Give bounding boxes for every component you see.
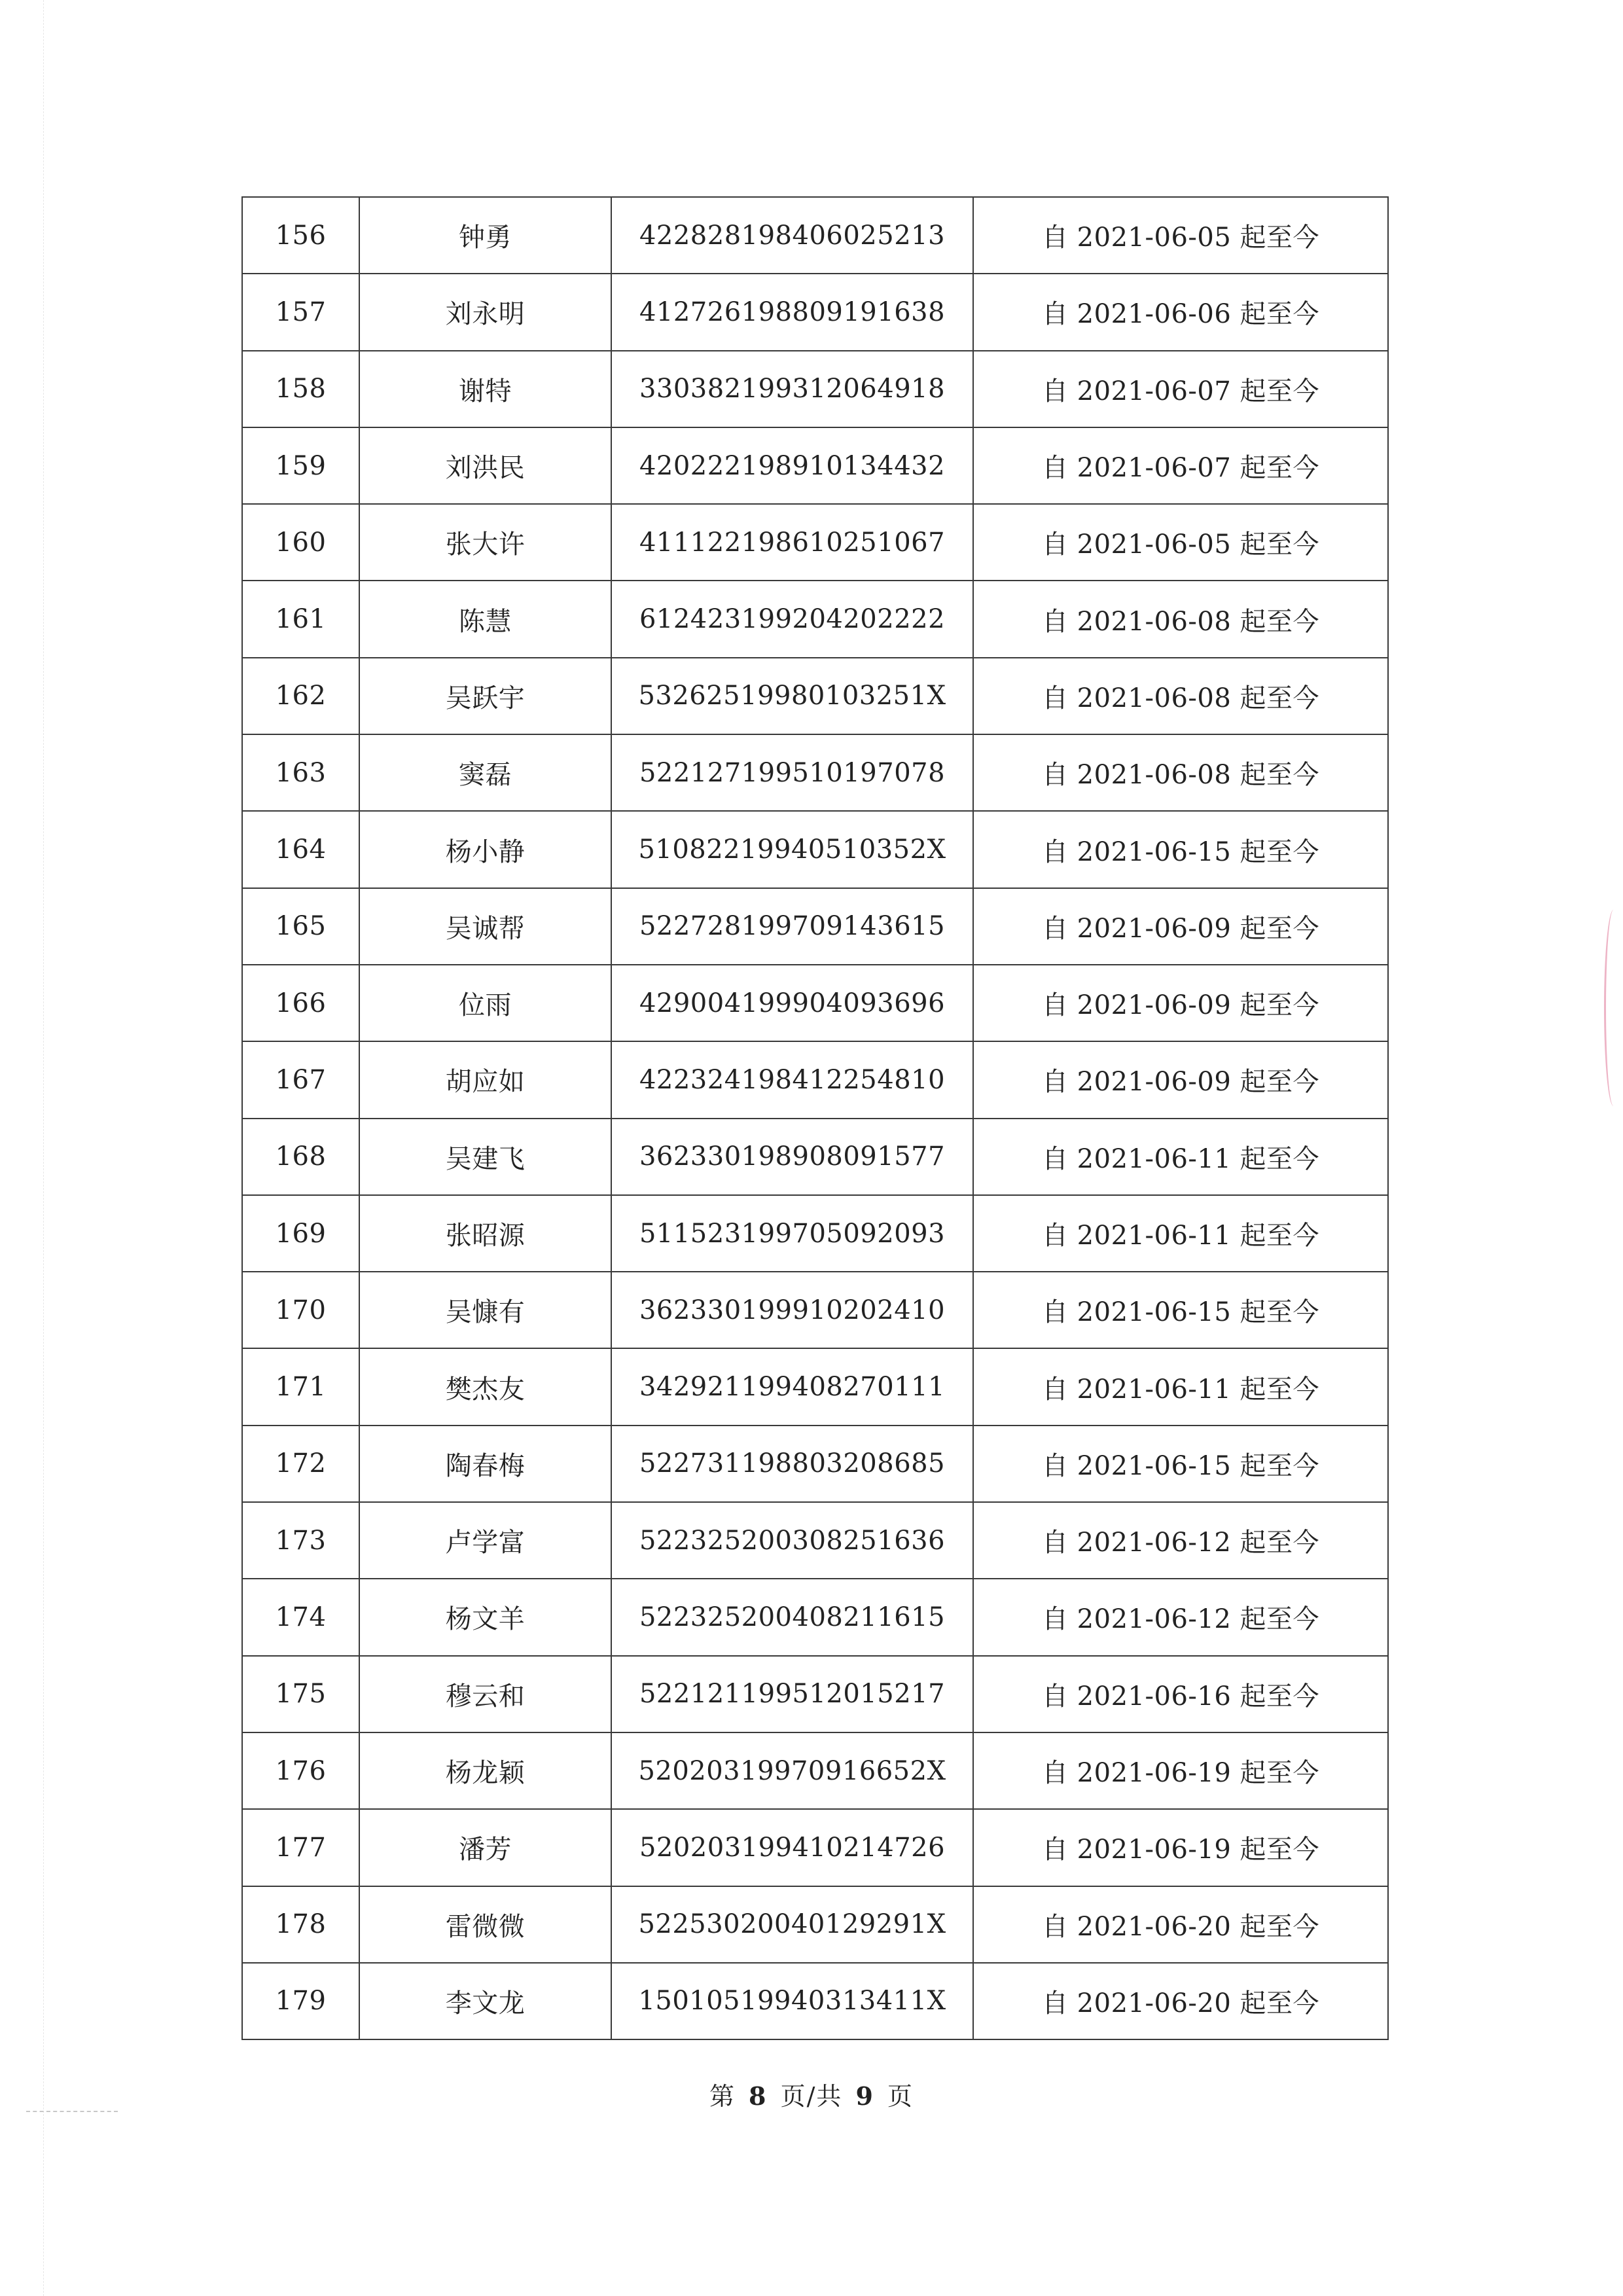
row-number-cell: 169	[242, 1195, 359, 1272]
id-number-cell: 411122198610251067	[611, 504, 973, 581]
row-number-cell: 165	[242, 888, 359, 965]
name-cell: 雷微微	[359, 1886, 611, 1963]
footer-current-page: 8	[749, 2081, 768, 2111]
roster-table-body	[242, 197, 1388, 2039]
row-number-cell: 156	[242, 197, 359, 274]
period-cell: 自 2021-06-19 起至今	[973, 1809, 1388, 1886]
page-number-footer	[0, 2076, 1623, 2112]
period-cell: 自 2021-06-20 起至今	[973, 1963, 1388, 2039]
name-cell: 吴建飞	[359, 1119, 611, 1195]
table-row	[242, 581, 1388, 657]
period-cell: 自 2021-06-07 起至今	[973, 351, 1388, 427]
id-number-cell: 511523199705092093	[611, 1195, 973, 1272]
period-cell: 自 2021-06-11 起至今	[973, 1195, 1388, 1272]
name-cell: 陶春梅	[359, 1426, 611, 1502]
id-number-cell: 422828198406025213	[611, 197, 973, 274]
row-number-cell: 171	[242, 1348, 359, 1425]
row-number-cell: 168	[242, 1119, 359, 1195]
table-row	[242, 1732, 1388, 1809]
name-cell: 陈慧	[359, 581, 611, 657]
id-number-cell: 330382199312064918	[611, 351, 973, 427]
name-cell: 位雨	[359, 965, 611, 1041]
name-cell: 潘芳	[359, 1809, 611, 1886]
row-number-cell: 167	[242, 1041, 359, 1118]
table-row	[242, 965, 1388, 1041]
period-cell: 自 2021-06-15 起至今	[973, 811, 1388, 888]
name-cell: 张昭源	[359, 1195, 611, 1272]
table-row	[242, 1119, 1388, 1195]
name-cell: 吴慷有	[359, 1272, 611, 1348]
row-number-cell: 177	[242, 1809, 359, 1886]
name-cell: 穆云和	[359, 1656, 611, 1732]
id-number-cell: 52020319970916652X	[611, 1732, 973, 1809]
row-number-cell: 159	[242, 427, 359, 504]
row-number-cell: 157	[242, 274, 359, 350]
row-number-cell: 166	[242, 965, 359, 1041]
id-number-cell: 522325200408211615	[611, 1579, 973, 1655]
table-row	[242, 427, 1388, 504]
id-number-cell: 522728199709143615	[611, 888, 973, 965]
period-cell: 自 2021-06-15 起至今	[973, 1426, 1388, 1502]
id-number-cell: 51082219940510352X	[611, 811, 973, 888]
table-row	[242, 1426, 1388, 1502]
id-number-cell: 15010519940313411X	[611, 1963, 973, 2039]
row-number-cell: 158	[242, 351, 359, 427]
name-cell: 刘永明	[359, 274, 611, 350]
row-number-cell: 164	[242, 811, 359, 888]
scan-binding-edge	[43, 0, 44, 2296]
period-cell: 自 2021-06-05 起至今	[973, 197, 1388, 274]
id-number-cell: 520203199410214726	[611, 1809, 973, 1886]
name-cell: 张大许	[359, 504, 611, 581]
table-row	[242, 658, 1388, 734]
name-cell: 钟勇	[359, 197, 611, 274]
period-cell: 自 2021-06-11 起至今	[973, 1348, 1388, 1425]
id-number-cell: 420222198910134432	[611, 427, 973, 504]
id-number-cell: 362330199910202410	[611, 1272, 973, 1348]
period-cell: 自 2021-06-15 起至今	[973, 1272, 1388, 1348]
row-number-cell: 178	[242, 1886, 359, 1963]
footer-suffix: 页	[887, 2082, 914, 2111]
period-cell: 自 2021-06-09 起至今	[973, 965, 1388, 1041]
period-cell: 自 2021-06-12 起至今	[973, 1502, 1388, 1579]
id-number-cell: 52253020040129291X	[611, 1886, 973, 1963]
table-row	[242, 1041, 1388, 1118]
table-row	[242, 274, 1388, 350]
row-number-cell: 175	[242, 1656, 359, 1732]
period-cell: 自 2021-06-08 起至今	[973, 734, 1388, 811]
table-row	[242, 1656, 1388, 1732]
name-cell: 李文龙	[359, 1963, 611, 2039]
period-cell: 自 2021-06-09 起至今	[973, 1041, 1388, 1118]
period-cell: 自 2021-06-11 起至今	[973, 1119, 1388, 1195]
row-number-cell: 163	[242, 734, 359, 811]
period-cell: 自 2021-06-16 起至今	[973, 1656, 1388, 1732]
id-number-cell: 522731198803208685	[611, 1426, 973, 1502]
name-cell: 樊杰友	[359, 1348, 611, 1425]
name-cell: 谢特	[359, 351, 611, 427]
row-number-cell: 160	[242, 504, 359, 581]
footer-middle: 页/共	[780, 2082, 843, 2111]
id-number-cell: 362330198908091577	[611, 1119, 973, 1195]
row-number-cell: 174	[242, 1579, 359, 1655]
table-row	[242, 1579, 1388, 1655]
name-cell: 窦磊	[359, 734, 611, 811]
table-row	[242, 1502, 1388, 1579]
period-cell: 自 2021-06-19 起至今	[973, 1732, 1388, 1809]
name-cell: 杨文羊	[359, 1579, 611, 1655]
name-cell: 吴跃宇	[359, 658, 611, 734]
row-number-cell: 176	[242, 1732, 359, 1809]
table-row	[242, 888, 1388, 965]
table-row	[242, 1963, 1388, 2039]
period-cell: 自 2021-06-05 起至今	[973, 504, 1388, 581]
period-cell: 自 2021-06-07 起至今	[973, 427, 1388, 504]
row-number-cell: 172	[242, 1426, 359, 1502]
id-number-cell: 522121199512015217	[611, 1656, 973, 1732]
period-cell: 自 2021-06-08 起至今	[973, 658, 1388, 734]
table-row	[242, 504, 1388, 581]
row-number-cell: 173	[242, 1502, 359, 1579]
name-cell: 吴诚帮	[359, 888, 611, 965]
name-cell: 杨小静	[359, 811, 611, 888]
table-row	[242, 351, 1388, 427]
id-number-cell: 522325200308251636	[611, 1502, 973, 1579]
period-cell: 自 2021-06-20 起至今	[973, 1886, 1388, 1963]
row-number-cell: 179	[242, 1963, 359, 2039]
name-cell: 胡应如	[359, 1041, 611, 1118]
row-number-cell: 162	[242, 658, 359, 734]
id-number-cell: 422324198412254810	[611, 1041, 973, 1118]
roster-table	[241, 196, 1389, 2040]
period-cell: 自 2021-06-12 起至今	[973, 1579, 1388, 1655]
period-cell: 自 2021-06-09 起至今	[973, 888, 1388, 965]
id-number-cell: 412726198809191638	[611, 274, 973, 350]
row-number-cell: 170	[242, 1272, 359, 1348]
period-cell: 自 2021-06-06 起至今	[973, 274, 1388, 350]
table-row	[242, 1809, 1388, 1886]
id-number-cell: 53262519980103251X	[611, 658, 973, 734]
table-row	[242, 1272, 1388, 1348]
name-cell: 刘洪民	[359, 427, 611, 504]
id-number-cell: 522127199510197078	[611, 734, 973, 811]
footer-prefix: 第	[709, 2082, 736, 2111]
table-row	[242, 811, 1388, 888]
scan-artifact-mark	[26, 2111, 118, 2115]
name-cell: 杨龙颖	[359, 1732, 611, 1809]
id-number-cell: 342921199408270111	[611, 1348, 973, 1425]
seal-stamp-edge	[1604, 910, 1623, 1106]
id-number-cell: 612423199204202222	[611, 581, 973, 657]
footer-total-pages: 9	[855, 2081, 874, 2111]
table-row	[242, 1886, 1388, 1963]
table-row	[242, 1348, 1388, 1425]
period-cell: 自 2021-06-08 起至今	[973, 581, 1388, 657]
table-row	[242, 197, 1388, 274]
id-number-cell: 429004199904093696	[611, 965, 973, 1041]
table-row	[242, 734, 1388, 811]
row-number-cell: 161	[242, 581, 359, 657]
table-row	[242, 1195, 1388, 1272]
name-cell: 卢学富	[359, 1502, 611, 1579]
